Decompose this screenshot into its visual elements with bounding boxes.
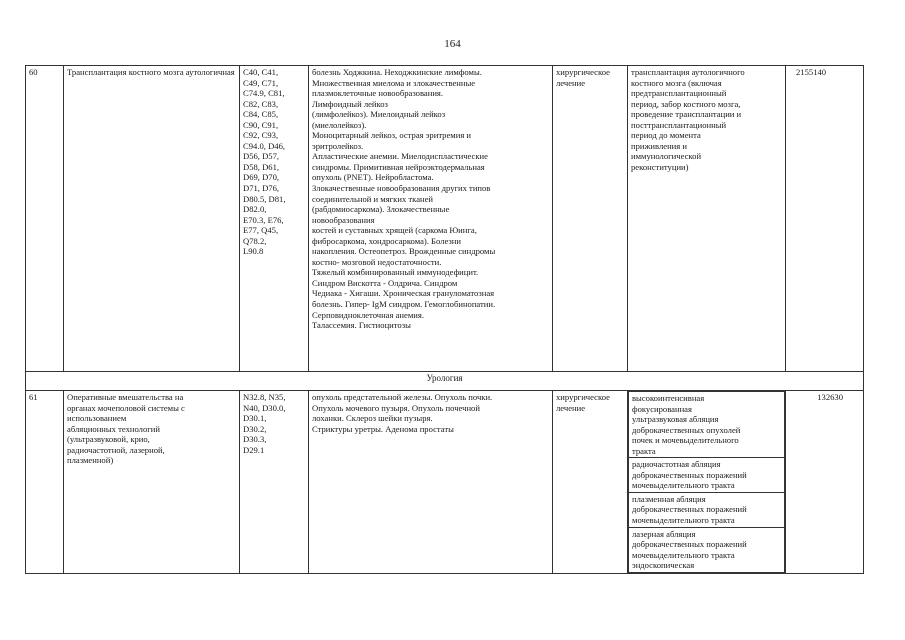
patient-model-line: Злокачественные новообразования других типов [312,183,491,194]
intervention-name-line: (ультразвуковой, крио, [67,434,150,445]
treatment-method-line: проведение трансплантации и [631,109,742,120]
icd-code-line: C92, C93, [243,130,279,141]
table-row-61 [26,391,864,574]
treatment-method-line: реконституции) [631,161,689,172]
patient-model-line: Чедиака - Хигаши. Хроническая грануломатозная [312,288,495,299]
icd-code-line: Q78.2, [243,235,267,246]
methods-subtable [628,391,785,573]
medical-care-table [25,65,864,574]
icd-code-line: N32.8, N35, [243,392,286,402]
row-number: 61 [26,391,64,574]
row-number: 60 [26,66,64,372]
treatment-method-line: ультразвуковая абляция [632,414,719,425]
patient-model-line: костно- мозговой недостаточности. [312,256,442,267]
treatment-method-line: доброкачественных поражений [632,504,747,515]
patient-model-line: Лимфоидный лейкоз [312,98,388,109]
treatment-method-line: эндоскопическая [632,560,695,571]
treatment-method-line: иммунологической [631,151,702,162]
icd-codes [240,391,309,574]
method-row [629,458,785,493]
icd-code-line: D29.1 [243,444,265,455]
treatment-method-line: лазерная абляция [632,528,696,539]
intervention-name-line: радиочастотной, лазерной, [67,444,165,455]
patient-model-line: новообразования [312,214,375,225]
treatment-method-line: фокусированная [632,403,692,414]
treatment-method-line: приживления и [631,140,687,151]
treatment-type-line: хирургическое [556,392,610,402]
treatment-method-line: плазменная абляция [632,493,706,504]
icd-code-line: D71, D76, [243,183,280,194]
icd-code-line: D82.0, [243,204,267,215]
icd-code-line: D80.5, D81, [243,193,286,204]
treatment-type-line: лечение [556,77,586,88]
method-row [629,492,785,527]
treatment-type-line: лечение [556,402,586,413]
icd-code-line: C49, C71, [243,77,279,88]
patient-model-line: опухоль предстательной железы. Опухоль почки. [312,392,493,402]
patient-model-line: лоханки. Склероз шейки пузыря. [312,413,433,424]
patient-model-line: накопления. Остеопетроз. Врожденные синдромы [312,246,496,257]
icd-code-line: D30.3, [243,434,267,445]
icd-code-line: C40, C41, [243,67,279,77]
patient-model-line: Множественная миелома и злокачественные [312,77,476,88]
patient-model-line: Опухоль мочевого пузыря. Опухоль почечной [312,402,480,413]
patient-model-line: опухоль (PNET). Нейробластома. [312,172,434,183]
treatment-type [553,391,628,574]
patient-model-line: костей и суставных хрящей (саркома Юинга, [312,225,477,236]
treatment-method-line: почек и мочевыделительного [632,435,739,446]
patient-model-line: болезнь. Гипер- IgM синдром. Гемоглобинопатии. [312,299,496,310]
cost-value: 2155140 [786,66,864,372]
patient-model [309,391,553,574]
patient-model-line: плазмоклеточные новообразования. [312,88,444,99]
treatment-method-line: доброкачественных поражений [632,469,747,480]
patient-model-line: Серповидноклеточная анемия. [312,309,424,320]
icd-code-line: E77, Q45, [243,225,279,236]
treatment-method-line: радиочастотная абляция [632,459,721,470]
intervention-name-line: абляционных технологий [67,423,160,434]
intervention-name [64,391,240,574]
icd-code-line: D56, D57, [243,151,280,162]
treatment-method-line: предтрансплантационный [631,88,727,99]
intervention-name-line: органах мочеполовой системы с [67,402,185,413]
icd-code-line: C82, C83, [243,98,279,109]
intervention-name-line: использованием [67,413,127,424]
treatment-methods [628,391,786,574]
section-row [26,372,864,391]
treatment-method-line: доброкачественных поражений [632,539,747,550]
patient-model-line: (лимфолейкоз). Миелоидный лейкоз [312,109,446,120]
table-row-60 [26,66,864,372]
patient-model-line: Синдром Вискотта - Олдрича. Синдром [312,277,458,288]
icd-code-line: C74.9, C81, [243,88,285,99]
icd-code-line: D69, D70, [243,172,280,183]
patient-model-line: (миелолейкоз). [312,119,367,130]
page-number: 164 [444,38,461,50]
intervention-name: Трансплантация костного мозга аутологичная [64,66,240,372]
icd-codes [240,66,309,372]
patient-model-line: синдромы. Примитивная нейроэктодермальная [312,161,485,172]
patient-model-line: соединительной и мягких тканей [312,193,434,204]
treatment-method-line: костного мозга (включая [631,77,722,88]
patient-model-line: (рабдомиосаркома). Злокачественные [312,204,450,215]
icd-code-line: C90, C91, [243,119,279,130]
icd-code-line: C84, C85, [243,109,279,120]
method-cell [629,527,785,572]
treatment-method-line: мочевыделительного тракта [632,515,735,526]
icd-code-line: E70.3, E76, [243,214,284,225]
method-cell [629,392,785,458]
treatment-method-line: мочевыделительного тракта [632,549,735,560]
patient-model-line: Моноцитарный лейкоз, острая эритремия и [312,130,472,141]
treatment-method-line: трансплантация аутологичного [631,67,745,77]
patient-model-line: Тяжелый комбинированный иммунодефицит. [312,267,479,278]
icd-code-line: L90.8 [243,246,264,257]
patient-model [309,66,553,372]
treatment-type [553,66,628,372]
icd-code-line: N40, D30.0, [243,402,286,413]
treatment-method-line: период, забор костного мозга, [631,98,741,109]
patient-model-line: болезнь Ходжкина. Неходжкинские лимфомы. [312,67,482,77]
treatment-method-line: период до момента [631,130,701,141]
treatment-type-line: хирургическое [556,67,610,77]
patient-model-line: Апластические анемии. Миелодиспластические [312,151,488,162]
intervention-name-line: плазменной) [67,455,114,466]
patient-model-line: Талассемия. Гистиоцитозы [312,320,411,331]
treatment-method-line: тракта [632,445,656,456]
treatment-method [628,66,786,372]
cost-value: 132630 [786,391,864,574]
method-cell [629,458,785,493]
patient-model-line: Стриктуры уретры. Аденома простаты [312,423,454,434]
icd-code-line: D30.2, [243,423,267,434]
treatment-method-line: высокоинтенсивная [632,393,705,403]
method-row [629,392,785,458]
intervention-name-line: Оперативные вмешательства на [67,392,184,402]
method-row [629,527,785,572]
section-title: Урология [26,372,864,391]
treatment-method-line: посттрансплантационный [631,119,727,130]
treatment-method-line: доброкачественных опухолей [632,424,741,435]
method-cell [629,492,785,527]
icd-code-line: C94.0, D46, [243,140,286,151]
icd-code-line: D58, D61, [243,161,280,172]
treatment-method-line: мочевыделительного тракта [632,480,735,491]
patient-model-line: эритролейкоз. [312,140,364,151]
icd-code-line: D30.1, [243,413,267,424]
patient-model-line: фибросаркома, хондросаркома). Болезни [312,235,461,246]
